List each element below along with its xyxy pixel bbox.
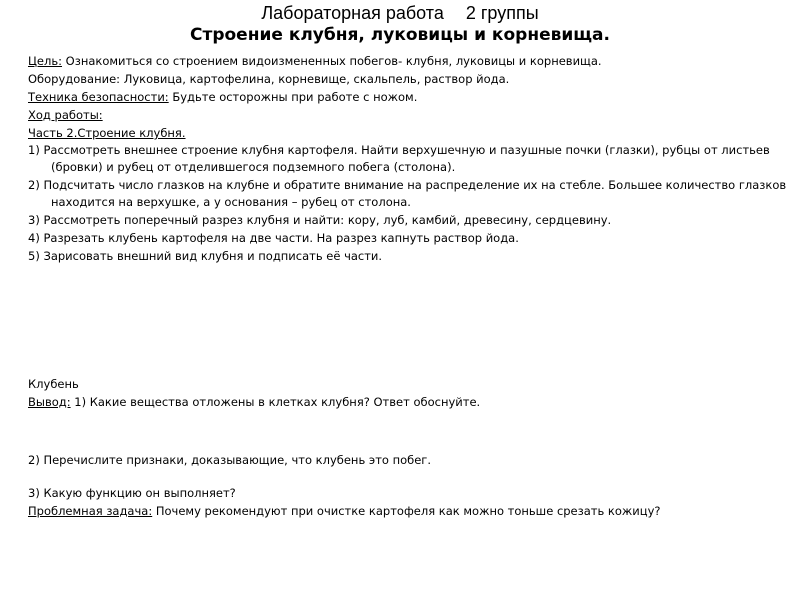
step-5: 5) Зарисовать внешний вид клубня и подписать её части.	[28, 249, 383, 263]
safety-text: Будьте осторожны при работе с ножом.	[168, 90, 418, 104]
section-label-tuber: Клубень	[28, 377, 79, 391]
goal-label: Цель:	[28, 54, 63, 68]
goal-line	[28, 52, 790, 70]
lab-group-text: 2 группы	[465, 3, 539, 23]
question-3: 3) Какую функцию он выполняет?	[28, 486, 236, 500]
problem-label: Проблемная задача:	[28, 504, 153, 518]
lab-subtitle: Строение клубня, луковицы и корневища.	[190, 25, 610, 45]
question-2: 2) Перечислите признаки, доказывающие, что клубень это побег.	[28, 453, 432, 467]
worksheet-body	[28, 52, 790, 520]
equipment-line: Оборудование: Луковица, картофелина, корневище, скальпель, раствор йода.	[28, 72, 510, 86]
problem-line	[28, 502, 790, 520]
step-3: 3) Рассмотреть поперечный разрез клубня и найти: кору, луб, камбий, древесину, сердцевину.	[28, 213, 612, 227]
step-1: 1) Рассмотреть внешнее строение клубня картофеля. Найти верхушечную и пазушные почки (глазки), рубцы от листьев (бровки) и рубец от отделившегося подземного побега (столона).	[28, 143, 770, 174]
step-2: 2) Подсчитать число глазков на клубне и обратите внимание на распределение их на стебле. Большее количество глазков находится на верхушке, а у основания – рубец от столона.	[28, 178, 787, 209]
step-4: 4) Разрезать клубень картофеля на две части. На разрез капнуть раствор йода.	[28, 231, 519, 245]
workflow-label: Ход работы:	[28, 108, 103, 122]
lab-title	[0, 3, 800, 24]
safety-line	[28, 88, 790, 106]
part-label: Часть 2.Строение клубня.	[28, 126, 186, 140]
output-label: Вывод:	[28, 395, 71, 409]
problem-text: Почему рекомендуют при очистке картофеля как можно тоньше срезать кожицу?	[152, 504, 661, 518]
output-q1-line	[28, 393, 790, 411]
lab-title-text: Лабораторная работа	[261, 3, 444, 23]
goal-text: Ознакомиться со строением видоизмененных побегов- клубня, луковицы и корневища.	[62, 54, 602, 68]
output-q1-text: 1) Какие вещества отложены в клетках клубня? Ответ обоснуйте.	[70, 395, 481, 409]
safety-label: Техника безопасности:	[28, 90, 169, 104]
